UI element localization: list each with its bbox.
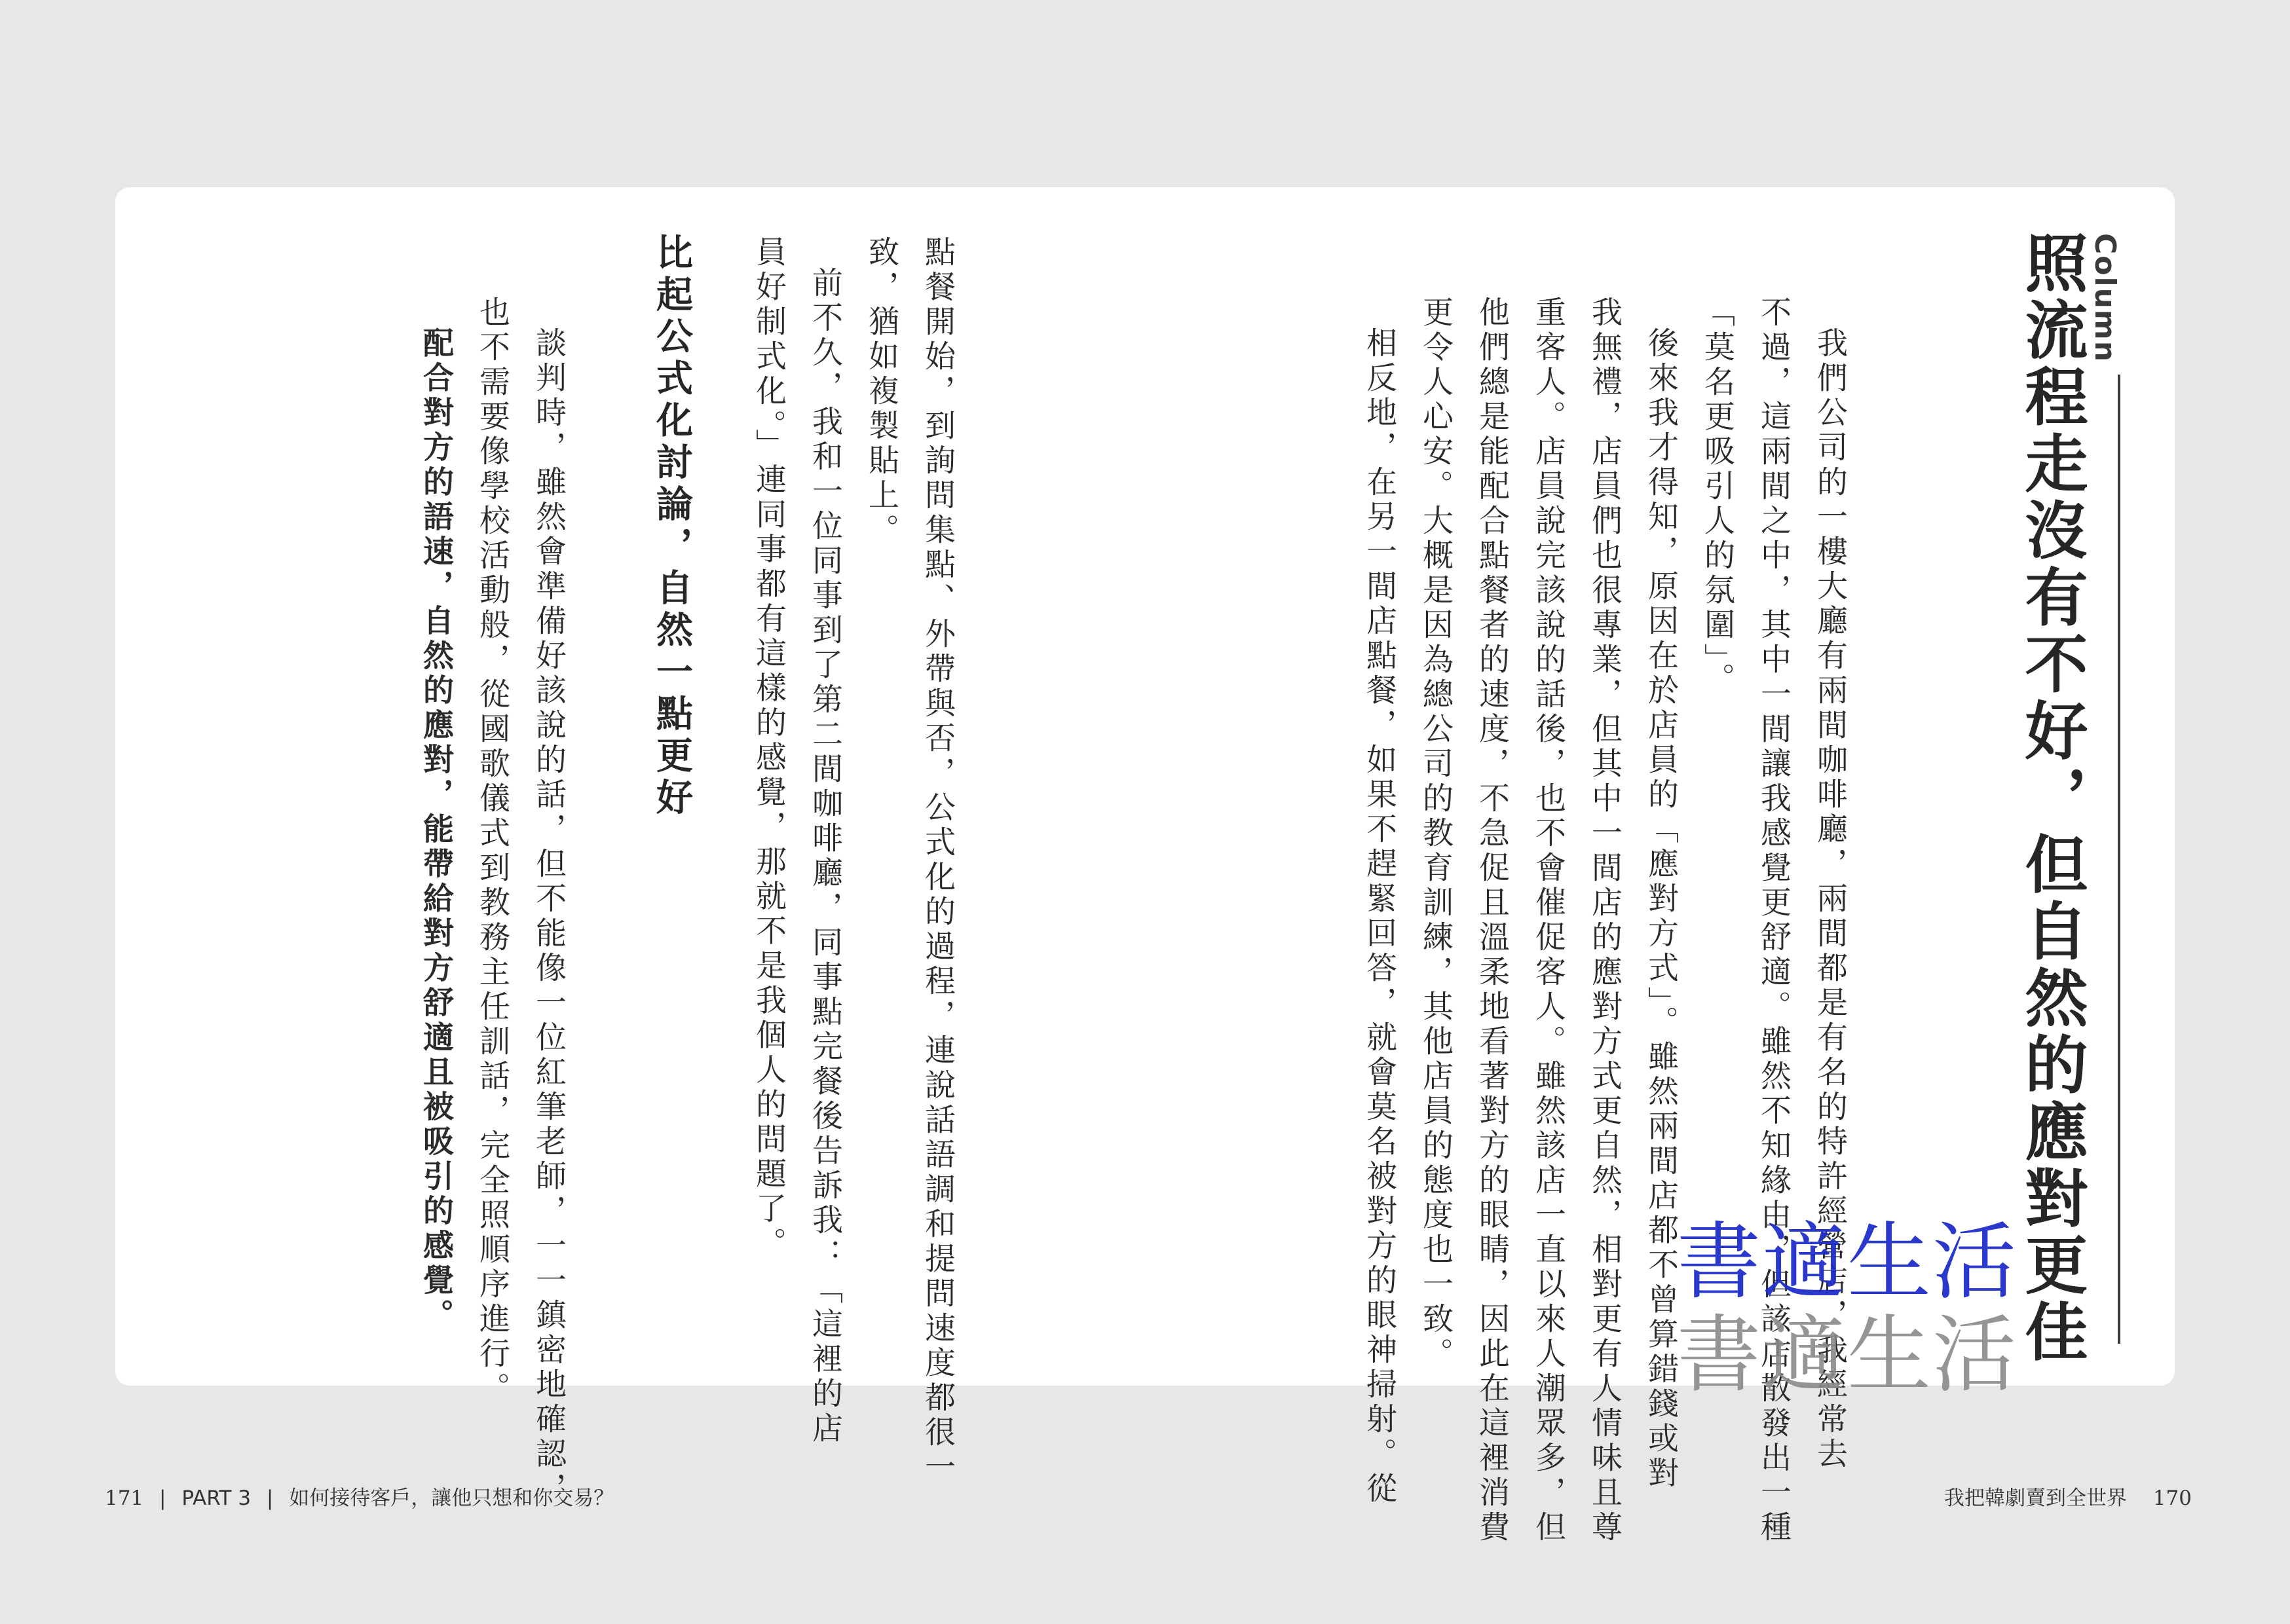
column-label: Column bbox=[2088, 233, 2122, 363]
paragraph-line: 不過，這兩間之中，其中一間讓我感覺更舒適。雖然不知緣由，但該店散發出一種 bbox=[1755, 296, 1792, 1545]
paragraph-line: 重客人。店員說完該說的話後，也不會催促客人。雖然該店一直以來人潮眾多，但 bbox=[1530, 296, 1566, 1545]
paragraph-line: 談判時，雖然會準備好該說的話，但不能像一位紅筆老師，一一鎮密地確認， bbox=[531, 327, 567, 1507]
section-subheading: 比起公式化討論，自然一點更好 bbox=[650, 233, 693, 820]
part-title: 如何接待客戶，讓他只想和你交易？ bbox=[289, 1486, 614, 1510]
page-number-left: 171 bbox=[105, 1486, 144, 1510]
footer-separator: | bbox=[159, 1486, 166, 1510]
paragraph-line: 前不久，我和一位同事到了第二間咖啡廳，同事點完餐後告訴我：「這裡的店 bbox=[807, 267, 843, 1447]
paragraph-line: 我無禮，店員們也很專業，但其中一間店的應對方式更自然，相對更有人情味且尊 bbox=[1586, 296, 1623, 1545]
watermark-secondary: 書適生活 bbox=[1677, 1306, 2018, 1404]
paragraph-line: 點餐開始，到詢問集點、外帶與否，公式化的過程，連說話語調和提問速度都很一 bbox=[920, 236, 956, 1485]
paragraph-line: 員好制式化。」連同事都有這樣的感覺，那就不是我個人的問題了。 bbox=[751, 236, 787, 1262]
paragraph-line: 「莫名更吸引人的氛圍」。 bbox=[1699, 296, 1735, 697]
body-text-left-page bbox=[740, 236, 966, 1485]
article-title: 照流程走沒有不好，但自然的應對更佳 bbox=[2015, 231, 2088, 1366]
footer-separator: | bbox=[266, 1486, 274, 1510]
page-number-right: 170 bbox=[2152, 1486, 2192, 1510]
paragraph-line: 更令人心安。大概是因為總公司的教育訓練，其他店員的態度也一致。 bbox=[1417, 296, 1454, 1372]
book-title: 我把韓劇賣到全世界 bbox=[1943, 1486, 2127, 1510]
paragraph-line: 後來我才得知，原因在於店員的「應對方式」。雖然兩間店都不曾算錯錢或對 bbox=[1643, 327, 1679, 1492]
footer-left bbox=[105, 1481, 614, 1511]
column-rule bbox=[2118, 375, 2120, 1344]
body-text-section bbox=[407, 296, 576, 1507]
paragraph-line: 他們總是能配合點餐者的速度，不急促且溫柔地看著對方的眼睛，因此在這裡消費 bbox=[1474, 296, 1510, 1545]
paragraph-line: 相反地，在另一間店點餐，如果不趕緊回答，就會莫名被對方的眼神掃射。從 bbox=[1361, 327, 1397, 1507]
emphasis-line: 配合對方的語速，自然的應對，能帶給對方舒適且被吸引的感覺。 bbox=[418, 327, 454, 1333]
paragraph-line: 我們公司的一樓大廳有兩間咖啡廳，兩間都是有名的特許經營店，我經常去 bbox=[1812, 327, 1848, 1472]
watermark-primary: 書適生活 bbox=[1677, 1213, 2018, 1311]
paragraph-line: 致，猶如複製貼上。 bbox=[863, 236, 899, 548]
footer-right bbox=[1944, 1481, 2192, 1511]
paragraph-line: 也不需要像學校活動般，從國歌儀式到教務主任訓話，完全照順序進行。 bbox=[474, 296, 510, 1407]
part-label: PART 3 bbox=[181, 1486, 252, 1510]
